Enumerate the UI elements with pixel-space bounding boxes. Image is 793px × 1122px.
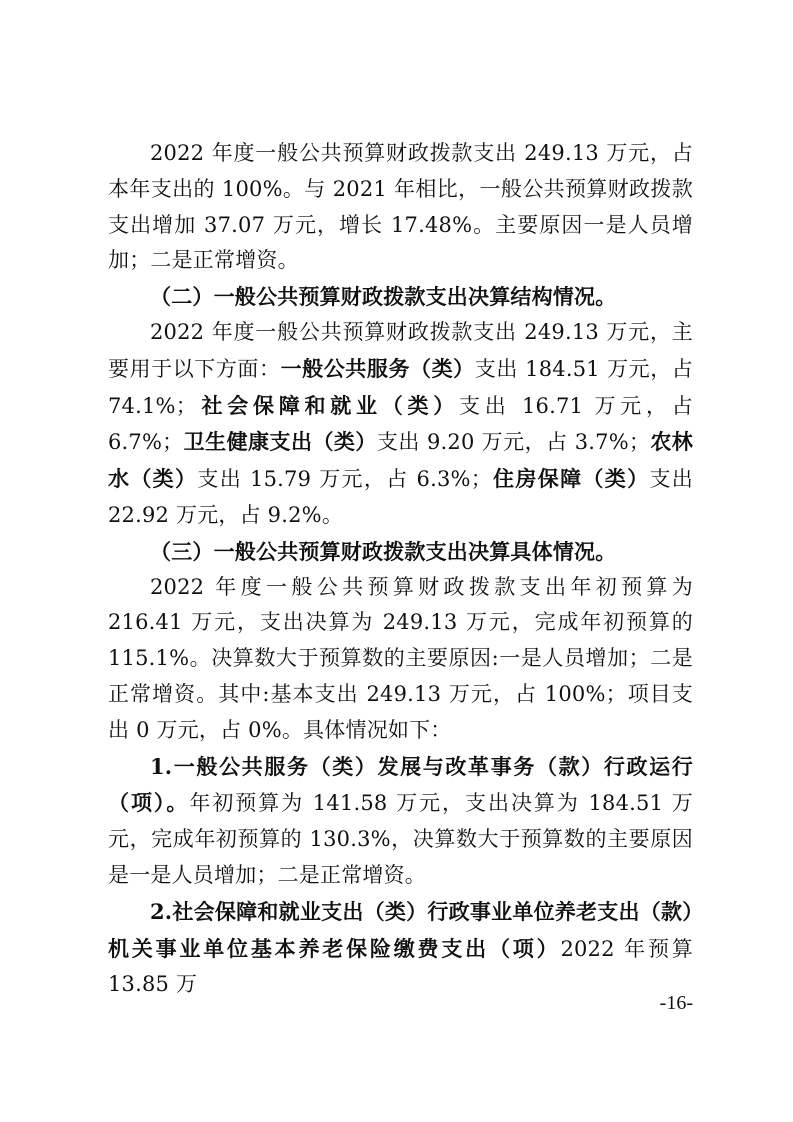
paragraph-expenditure-details: 2022 年度一般公共预算财政拨款支出年初预算为 216.41 万元，支出决算为 249.13 万元，完成年初预算的 115.1%。决算数大于预算数的主要原因:一是人员增加；二是正常增资。其中:基本支出 249.13 万元，占 100%；项目支出 0 万元，占 0%。具体情况如下： <box>108 574 693 742</box>
item-2-title: 2.社会保障和就业支出（类）行政事业单位养老支出（款）机关事业单位基本养老保险缴费支出（项） <box>108 898 693 961</box>
category-health-amount: 支出 9.20 万元，占 3.7%； <box>376 430 651 455</box>
category-health: 卫生健康支出（类） <box>183 429 377 455</box>
category-general-public-services: 一般公共服务（类） <box>280 355 475 381</box>
category-agriculture: 农林水（类） <box>108 429 693 492</box>
paragraph-expenditure-summary: 2022 年度一般公共预算财政拨款支出 249.13 万元，占本年支出的 100%。与 2021 年相比，一般公共预算财政拨款支出增加 37.07 万元，增长 17.48%。主要原因一是人员增加；二是正常增资。 <box>108 141 693 273</box>
item-2 <box>108 894 693 1003</box>
item-1-text: 年初预算为 141.58 万元，支出决算为 184.51 万元，完成年初预算的 130.3%，决算数大于预算数的主要原因是一是人员增加；二是正常增资。 <box>108 791 693 887</box>
category-housing-amount: 支出 22.92 万元，占 9.2%。 <box>108 467 693 527</box>
structure-intro: 2022 年度一般公共预算财政拨款支出 249.13 万元，主要用于以下方面： <box>108 319 693 381</box>
body-text <box>108 136 693 1003</box>
paragraph-expenditure-structure <box>108 315 693 534</box>
category-general-public-services-amount: 支出 184.51 万元，占 74.1%； <box>108 356 693 418</box>
category-agriculture-amount: 支出 15.79 万元，占 6.3%； <box>197 467 492 492</box>
section-heading-structure: （二）一般公共预算财政拨款支出决算结构情况。 <box>150 284 617 310</box>
category-social-security-amount: 支出 16.71 万元，占 6.7%； <box>108 393 694 455</box>
page-number: -16- <box>659 992 693 1014</box>
item-1 <box>108 749 693 894</box>
section-heading-details: （三）一般公共预算财政拨款支出决算具体情况。 <box>150 538 617 564</box>
item-1-title: 1.一般公共服务（类）发展与改革事务（款）行政运行（项）。 <box>108 753 693 816</box>
category-social-security: 社会保障和就业（类） <box>196 392 460 418</box>
item-2-text: 2022 年预算 13.85 万 <box>108 936 693 997</box>
category-housing: 住房保障（类） <box>491 466 650 492</box>
